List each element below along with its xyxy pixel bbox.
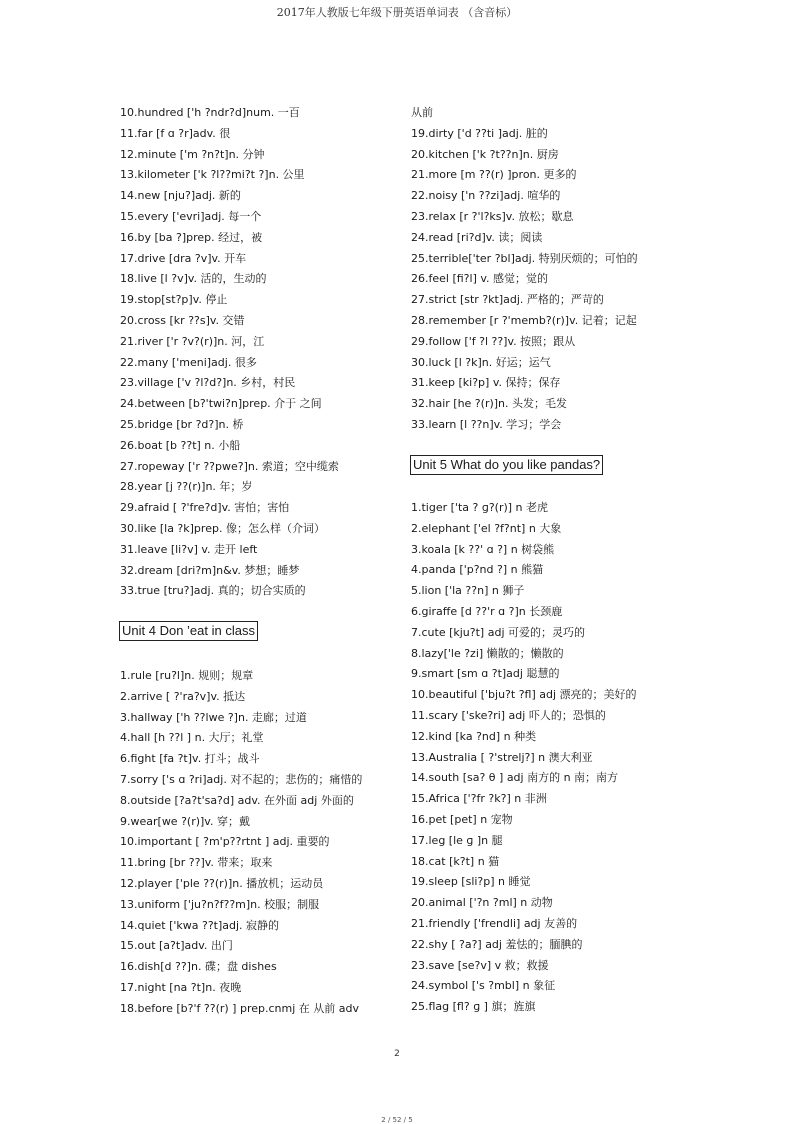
word-entry: 6.giraffe [d ??'r ɑ ?]n 长颈鹿 bbox=[411, 605, 563, 618]
unit-4-heading: Unit 4 Don ’eat in class bbox=[119, 621, 258, 641]
word-entry: 30.luck [l ?k]n. 好运；运气 bbox=[411, 355, 551, 369]
word-entry: 16.pet [pet] n 宠物 bbox=[411, 813, 513, 826]
word-entry: 21.friendly ['frendli] adj 友善的 bbox=[411, 917, 578, 930]
word-entry: 21.river ['r ?v?(r)]n. 河，江 bbox=[120, 334, 265, 348]
word-entry: 15.every ['evri]adj. 每一个 bbox=[120, 210, 262, 223]
word-entry: 19.stop[st?p]v. 停止 bbox=[120, 293, 228, 307]
word-entry: 24.symbol ['s ?mbl] n 象征 bbox=[411, 979, 556, 993]
word-entry: 1.tiger ['ta ? ɡ?(r)] n 老虎 bbox=[411, 501, 549, 514]
word-entry: 23.village ['v ?l?d?]n. 乡村，村民 bbox=[120, 376, 296, 390]
word-entry: 27.strict [str ?kt]adj. 严格的；严苛的 bbox=[411, 293, 604, 307]
word-entry: 18.live [l ?v]v. 活的，生动的 bbox=[120, 272, 267, 286]
word-entry: 16.by [ba ?]prep. 经过，被 bbox=[120, 230, 263, 244]
word-entry: 11.far [f ɑ ?r]adv. 很 bbox=[120, 126, 231, 140]
word-entry: 5.lion ['la ??n] n 狮子 bbox=[411, 584, 525, 598]
word-entry: 18.before [b?'f ??(r) ] prep.cnmj 在 从前 adv bbox=[120, 1001, 359, 1015]
word-entry: 4.hall [h ??l ] n. 大厅；礼堂 bbox=[120, 731, 264, 745]
word-entry: 25.flag [fl? ɡ ] 旗；旌旗 bbox=[411, 1000, 536, 1014]
word-entry: 10.hundred ['h ?ndr?d]num. 一百 bbox=[120, 106, 300, 119]
word-entry: 1.rule [ru?l]n. 规则；规章 bbox=[120, 669, 254, 682]
word-entry: 17.drive [dra ?v]v. 开车 bbox=[120, 251, 247, 265]
word-entry: 22.shy [ ?a?] adj 羞怯的；腼腆的 bbox=[411, 937, 583, 951]
word-entry: 32.hair [he ?(r)]n. 头发；毛发 bbox=[411, 397, 568, 411]
word-entry: 14.quiet ['kwa ??t]adj. 寂静的 bbox=[120, 918, 280, 932]
word-entry: 26.boat [b ??t] n. 小船 bbox=[120, 438, 241, 452]
unit-5-heading: Unit 5 What do you like pandas? bbox=[410, 455, 603, 475]
word-entry: 14.south [sa? θ ] adj 南方的 n 南；南方 bbox=[411, 771, 619, 785]
word-entry: 3.hallway ['h ??lwe ?]n. 走廊；过道 bbox=[120, 710, 307, 724]
page-footer: 2 / 52 / 5 bbox=[381, 1116, 413, 1124]
word-entry: 28.year [j ??(r)]n. 年；岁 bbox=[120, 480, 253, 494]
word-entry: 26.feel [fi?l] v. 感觉；觉的 bbox=[411, 272, 549, 286]
word-entry: 12.player ['ple ??(r)]n. 播放机；运动员 bbox=[120, 877, 324, 890]
word-entry: 7.sorry ['s ɑ ?ri]adj. 对不起的；悲伤的；痛惜的 bbox=[120, 773, 363, 786]
word-entry: 9.wear[we ?(r)]v. 穿；戴 bbox=[120, 814, 250, 828]
word-entry: 10.beautiful ['bju?t ?fl] adj 漂亮的；美好的 bbox=[411, 688, 637, 702]
word-entry: 6.fight [fa ?t]v. 打斗；战斗 bbox=[120, 752, 260, 766]
word-entry: 11.scary ['ske?ri] adj 吓人的；恐惧的 bbox=[411, 709, 606, 722]
word-entry: 19.sleep [sli?p] n 睡觉 bbox=[411, 875, 531, 889]
word-entry: 30.like [la ?k]prep. 像；怎么样（介词） bbox=[120, 522, 325, 535]
word-entry: 31.keep [ki?p] v. 保持；保存 bbox=[411, 376, 561, 390]
word-entry: 22.many ['meni]adj. 很多 bbox=[120, 355, 257, 369]
word-entry: 22.noisy ['n ??zi]adj. 喧华的 bbox=[411, 189, 561, 203]
word-entry: 18.cat [k?t] n 猫 bbox=[411, 854, 500, 868]
word-entry: 13.kilometer ['k ?l??mi?t ?]n. 公里 bbox=[120, 168, 305, 182]
word-entry: 3.koala [k ??' ɑ ?] n 树袋熊 bbox=[411, 542, 555, 556]
word-entry: 12.kind [ka ?nd] n 种类 bbox=[411, 729, 537, 743]
word-entry: 8.lazy['le ?zi] 懒散的；懒散的 bbox=[411, 646, 564, 660]
word-entry: 7.cute [kju?t] adj 可爱的；灵巧的 bbox=[411, 625, 585, 639]
word-entry: 8.outside [?a?t'sa?d] adv. 在外面 adj 外面的 bbox=[120, 793, 354, 807]
word-entry: 29.follow ['f ?l ??]v. 按照；跟从 bbox=[411, 334, 576, 348]
word-entry: 15.Africa ['?fr ?k?] n 非洲 bbox=[411, 792, 547, 806]
word-entry: 33.true [tru?]adj. 真的；切合实质的 bbox=[120, 584, 306, 598]
word-entry: 25.terrible['ter ?bl]adj. 特别厌烦的；可怕的 bbox=[411, 251, 638, 265]
word-entry: 28.remember [r ?'memb?(r)]v. 记着；记起 bbox=[411, 314, 637, 327]
word-entry: 23.relax [r ?'l?ks]v. 放松；歇息 bbox=[411, 210, 574, 223]
word-entry: 20.kitchen ['k ?t??n]n. 厨房 bbox=[411, 147, 559, 161]
word-entry: 2.elephant ['el ?f?nt] n 大象 bbox=[411, 521, 562, 535]
word-entry: 10.important [ ?m'p??rtnt ] adj. 重要的 bbox=[120, 835, 330, 849]
word-entry: 20.animal ['?n ?ml] n 动物 bbox=[411, 896, 553, 910]
word-entry: 16.dish[d ??]n. 碟；盘 dishes bbox=[120, 960, 277, 974]
word-entry: 17.night [na ?t]n. 夜晚 bbox=[120, 981, 242, 994]
word-entry: 25.bridge [br ?d?]n. 桥 bbox=[120, 418, 244, 431]
word-entry: 9.smart [sm ɑ ?t]adj 聪慧的 bbox=[411, 667, 560, 681]
word-entry: 19.dirty ['d ??ti ]adj. 脏的 bbox=[411, 126, 548, 140]
word-entry: 13.Australia [ ?'strelj?] n 澳大利亚 bbox=[411, 750, 593, 764]
word-entry: 14.new [nju?]adj. 新的 bbox=[120, 189, 241, 203]
word-entry: 27.ropeway ['r ??pwe?]n. 索道；空中缆索 bbox=[120, 459, 339, 473]
word-entry: 17.leg [le ɡ ]n 腿 bbox=[411, 833, 503, 847]
word-entry: 29.afraid [ ?'fre?d]v. 害怕；害怕 bbox=[120, 501, 290, 515]
word-entry: 23.save [se?v] v 救；救援 bbox=[411, 958, 549, 972]
word-entry: 11.bring [br ??]v. 带来；取来 bbox=[120, 856, 273, 870]
word-entry: 4.panda ['p?nd ?] n 熊猫 bbox=[411, 563, 544, 577]
word-entry: 33.learn [l ??n]v. 学习；学会 bbox=[411, 418, 562, 431]
word-entry: 13.uniform ['ju?n?f??m]n. 校服；制服 bbox=[120, 897, 320, 911]
word-entry: 32.dream [dri?m]n&v. 梦想；睡梦 bbox=[120, 563, 300, 577]
word-entry: 21.more [m ??(r) ]pron. 更多的 bbox=[411, 168, 577, 182]
word-entry: 24.read [ri?d]v. 读；阅读 bbox=[411, 230, 543, 244]
word-entry: 12.minute ['m ?n?t]n. 分钟 bbox=[120, 147, 265, 161]
word-entry: 15.out [a?t]adv. 出门 bbox=[120, 939, 233, 953]
word-entry: 20.cross [kr ??s]v. 交错 bbox=[120, 314, 245, 327]
page-header: 2017年人教版七年级下册英语单词表 （含音标） bbox=[276, 6, 518, 19]
page-number: 2 bbox=[394, 1049, 400, 1059]
word-entry: 24.between [b?'twi?n]prep. 介于 之间 bbox=[120, 397, 322, 411]
word-entry: 2.arrive [ ?'ra?v]v. 抵达 bbox=[120, 689, 246, 703]
word-entry: 31.leave [li?v] v. 走开 left bbox=[120, 542, 258, 556]
word-entry: 从前 bbox=[411, 106, 433, 119]
